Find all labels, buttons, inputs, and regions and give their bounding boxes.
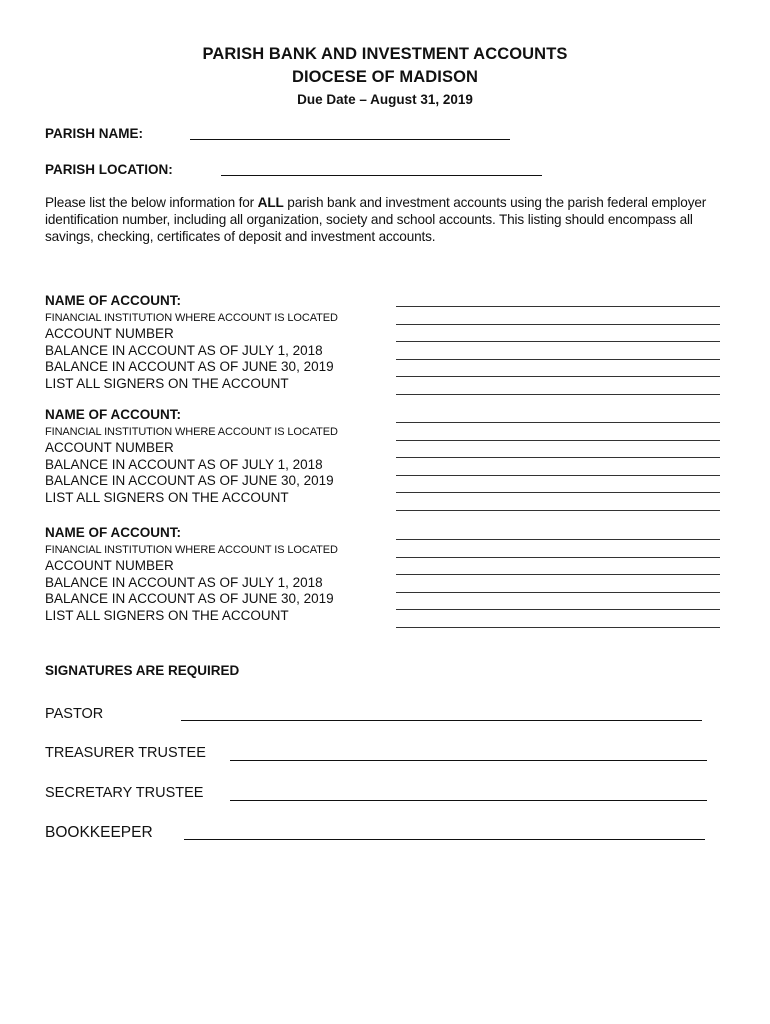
form-title: PARISH BANK AND INVESTMENT ACCOUNTS [202,45,568,63]
parish-name-label: PARISH NAME: [45,126,144,141]
balance-2018-label: BALANCE IN ACCOUNT AS OF JULY 1, 2018 [45,342,323,358]
account-number-field[interactable] [396,457,720,458]
instructions-text-end: parish bank and investment accounts using the parish federal employer identification number, including all organization, society and school accounts. This listing should encompass all savings, checking, certificates of deposit and investment accounts. [45,195,707,244]
account-blanks-1 [396,306,720,412]
financial-institution-label: FINANCIAL INSTITUTION WHERE ACCOUNT IS LOCATED [45,426,338,438]
account-number-label: ACCOUNT NUMBER [45,440,174,455]
signers-field[interactable] [396,394,720,395]
financial-institution-label: FINANCIAL INSTITUTION WHERE ACCOUNT IS LOCATED [45,312,338,324]
financial-institution-field[interactable] [396,557,720,558]
parish-name-field[interactable] [190,139,510,140]
pastor-label: PASTOR [45,706,104,722]
instructions-text-start: Please list the below information for [45,195,258,210]
account-block-2 [45,406,375,506]
balance-2019-label: BALANCE IN ACCOUNT AS OF JUNE 30, 2019 [45,591,334,606]
balance-2018-label: BALANCE IN ACCOUNT AS OF JULY 1, 2018 [45,574,323,590]
account-number-field[interactable] [396,341,720,342]
balance-2019-field[interactable] [396,376,720,377]
account-block-3 [45,524,375,624]
signers-label: LIST ALL SIGNERS ON THE ACCOUNT [45,489,289,505]
balance-2019-label: BALANCE IN ACCOUNT AS OF JUNE 30, 2019 [45,359,334,374]
signers-field[interactable] [396,627,720,628]
account-name-field[interactable] [396,422,720,423]
account-name-field[interactable] [396,306,720,307]
balance-2019-label: BALANCE IN ACCOUNT AS OF JUNE 30, 2019 [45,473,334,488]
balance-2018-label: BALANCE IN ACCOUNT AS OF JULY 1, 2018 [45,456,323,472]
signers-field[interactable] [396,510,720,511]
pastor-signature-line[interactable] [181,720,702,721]
account-name-label: NAME OF ACCOUNT: [45,407,181,422]
account-block-1 [45,292,375,392]
signatures-heading: SIGNATURES ARE REQUIRED [45,663,240,678]
balance-2019-field[interactable] [396,609,720,610]
account-number-field[interactable] [396,574,720,575]
signers-label: LIST ALL SIGNERS ON THE ACCOUNT [45,607,289,623]
bookkeeper-signature-line[interactable] [184,839,705,840]
treasurer-trustee-label: TREASURER TRUSTEE [45,745,206,761]
signers-label: LIST ALL SIGNERS ON THE ACCOUNT [45,375,289,391]
diocese-title: DIOCESE OF MADISON [291,68,479,86]
account-number-label: ACCOUNT NUMBER [45,558,174,573]
instructions-emphasis: ALL [257,195,284,210]
balance-2019-field[interactable] [396,492,720,493]
due-date: Due Date – August 31, 2019 [297,92,473,107]
balance-2018-field[interactable] [396,475,720,476]
account-name-label: NAME OF ACCOUNT: [45,293,181,308]
secretary-signature-line[interactable] [230,800,707,801]
treasurer-signature-line[interactable] [230,760,707,761]
account-name-field[interactable] [396,539,720,540]
account-number-label: ACCOUNT NUMBER [45,326,174,341]
secretary-trustee-label: SECRETARY TRUSTEE [45,785,204,801]
instructions-paragraph [45,194,729,245]
balance-2018-field[interactable] [396,592,720,593]
financial-institution-label: FINANCIAL INSTITUTION WHERE ACCOUNT IS LOCATED [45,544,338,556]
account-blanks-3 [396,539,720,645]
account-name-label: NAME OF ACCOUNT: [45,525,181,540]
account-blanks-2 [396,422,720,528]
bookkeeper-label: BOOKKEEPER [45,824,153,841]
balance-2018-field[interactable] [396,359,720,360]
financial-institution-field[interactable] [396,324,720,325]
parish-location-label: PARISH LOCATION: [45,162,173,177]
parish-location-field[interactable] [221,175,542,176]
financial-institution-field[interactable] [396,440,720,441]
